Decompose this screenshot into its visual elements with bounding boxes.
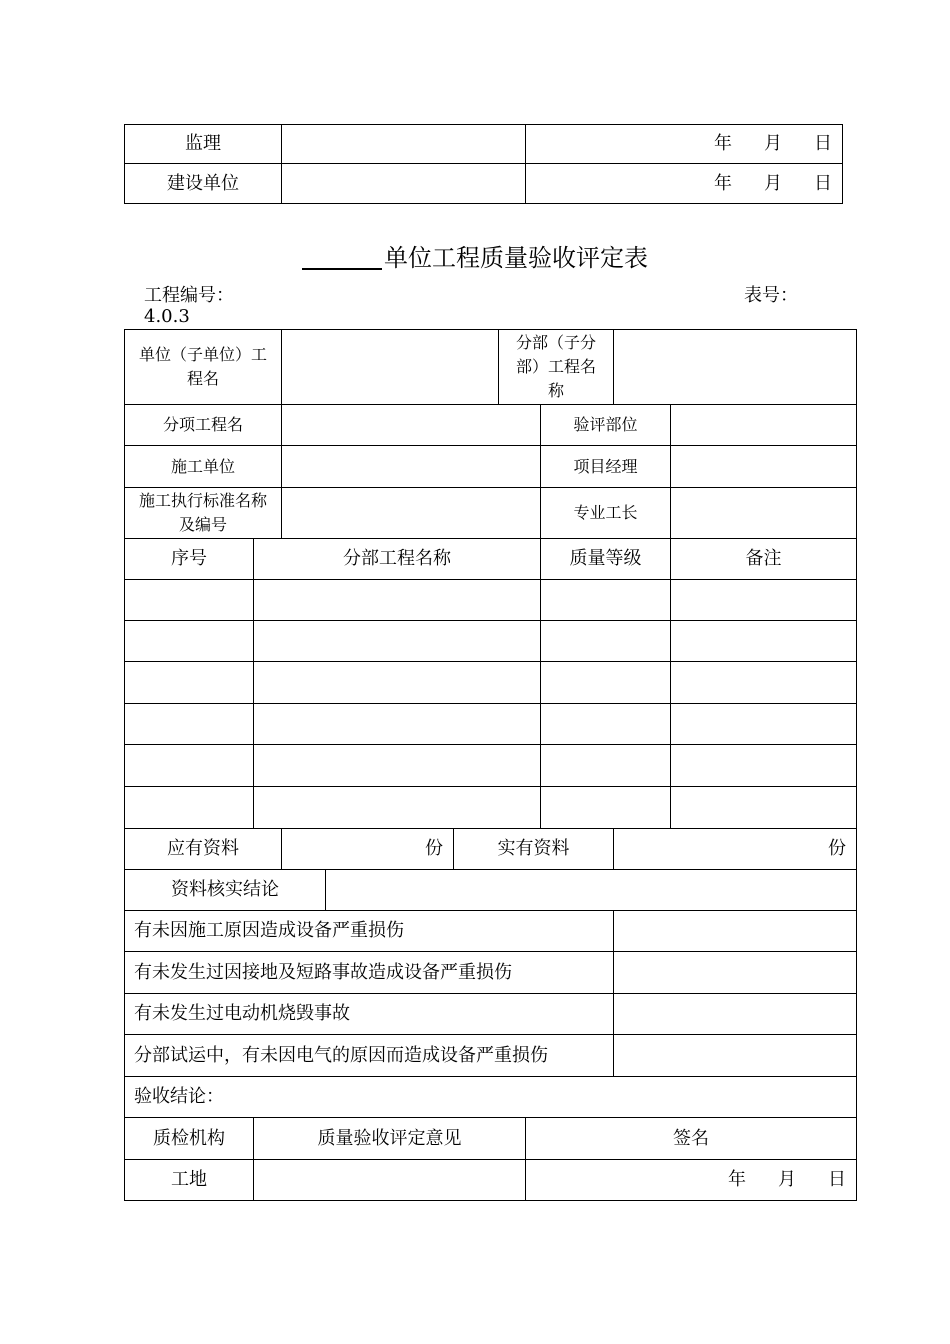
eval-part-label: 验评部位 (540, 404, 671, 446)
required-docs-value[interactable] (281, 828, 454, 870)
project-no-label: 工程编号： (144, 285, 234, 306)
standard-value[interactable] (281, 487, 541, 539)
construct-unit-label: 施工单位 (124, 445, 282, 488)
row-remark[interactable] (670, 786, 857, 829)
construct-unit-value[interactable] (281, 445, 541, 488)
supervision-date[interactable] (525, 124, 843, 164)
pm-value[interactable] (670, 445, 857, 488)
required-docs-label: 应有资料 (124, 828, 282, 870)
row-remark[interactable] (670, 579, 857, 621)
year-label: 年 (714, 172, 732, 194)
month-label: 月 (778, 1169, 796, 1190)
year-label: 年 (714, 133, 732, 154)
sheet-no-value: 4.0.3 (144, 306, 190, 327)
row-grade[interactable] (540, 661, 671, 704)
row-subname[interactable] (253, 744, 541, 787)
header-remark: 备注 (670, 538, 857, 580)
month-label: 月 (764, 133, 782, 154)
check-value-3[interactable] (613, 993, 857, 1035)
unit-name-label: 单位（子单位）工程名 (124, 329, 282, 405)
org-header: 质检机构 (124, 1117, 254, 1160)
day-label: 日 (828, 1169, 846, 1190)
actual-docs-value[interactable] (613, 828, 857, 870)
supervision-label: 监理 (124, 124, 282, 164)
owner-label: 建设单位 (124, 163, 282, 204)
owner-date[interactable] (525, 163, 843, 204)
owner-value[interactable] (281, 163, 526, 204)
month-label: 月 (764, 172, 782, 194)
day-label: 日 (814, 133, 832, 154)
site-opinion[interactable] (253, 1159, 526, 1201)
unit-name-value[interactable] (281, 329, 499, 405)
row-grade[interactable] (540, 744, 671, 787)
row-subname[interactable] (253, 703, 541, 745)
row-seq[interactable] (124, 744, 254, 787)
opinion-header: 质量验收评定意见 (253, 1117, 526, 1160)
row-grade[interactable] (540, 786, 671, 829)
verify-label: 资料核实结论 (124, 869, 326, 911)
verify-value[interactable] (325, 869, 857, 911)
row-remark[interactable] (670, 703, 857, 745)
check-item-3: 有未发生过电动机烧毁事故 (124, 993, 614, 1035)
sub-name-value[interactable] (613, 329, 857, 405)
row-remark[interactable] (670, 744, 857, 787)
row-seq[interactable] (124, 703, 254, 745)
site-label: 工地 (124, 1159, 254, 1201)
eval-part-value[interactable] (670, 404, 857, 446)
check-item-1: 有未因施工原因造成设备严重损伤 (124, 910, 614, 952)
row-subname[interactable] (253, 661, 541, 704)
row-seq[interactable] (124, 620, 254, 662)
item-name-value[interactable] (281, 404, 541, 446)
foreman-label: 专业工长 (540, 487, 671, 539)
header-seq: 序号 (124, 538, 254, 580)
foreman-value[interactable] (670, 487, 857, 539)
site-sign-date[interactable] (525, 1159, 857, 1201)
title-text: 单位工程质量验收评定表 (384, 244, 648, 272)
row-grade[interactable] (540, 620, 671, 662)
form-title (0, 238, 950, 273)
row-grade[interactable] (540, 579, 671, 621)
row-seq[interactable] (124, 579, 254, 621)
row-seq[interactable] (124, 661, 254, 704)
check-item-2: 有未发生过因接地及短路事故造成设备严重损伤 (124, 951, 614, 994)
check-value-2[interactable] (613, 951, 857, 994)
row-seq[interactable] (124, 786, 254, 829)
row-remark[interactable] (670, 661, 857, 704)
title-blank[interactable] (302, 248, 382, 270)
sign-header: 签名 (525, 1117, 857, 1160)
conclusion-label[interactable]: 验收结论： (124, 1076, 857, 1118)
row-subname[interactable] (253, 620, 541, 662)
year-label: 年 (728, 1169, 746, 1190)
sub-name-label: 分部（子分部）工程名称 (498, 329, 614, 405)
row-grade[interactable] (540, 703, 671, 745)
row-remark[interactable] (670, 620, 857, 662)
row-subname[interactable] (253, 579, 541, 621)
supervision-value[interactable] (281, 124, 526, 164)
item-name-label: 分项工程名 (124, 404, 282, 446)
required-docs-unit: 份 (425, 838, 443, 859)
pm-label: 项目经理 (540, 445, 671, 488)
actual-docs-unit: 份 (828, 838, 846, 859)
sheet-no-label: 表号： (744, 285, 798, 306)
standard-label: 施工执行标准名称及编号 (124, 487, 282, 539)
header-grade: 质量等级 (540, 538, 671, 580)
check-item-4: 分部试运中，有未因电气的原因而造成设备严重损伤 (124, 1034, 614, 1077)
check-value-4[interactable] (613, 1034, 857, 1077)
actual-docs-label: 实有资料 (453, 828, 614, 870)
check-value-1[interactable] (613, 910, 857, 952)
header-subname: 分部工程名称 (253, 538, 541, 580)
day-label: 日 (814, 172, 832, 194)
row-subname[interactable] (253, 786, 541, 829)
